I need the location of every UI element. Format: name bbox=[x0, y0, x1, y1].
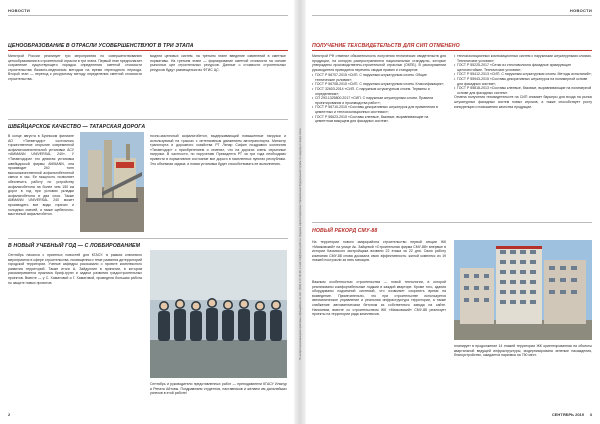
page-number-left: 2 bbox=[8, 412, 11, 417]
standards-list bbox=[454, 54, 592, 95]
list-item: • теплоизоляционных композиционных систем с наружными штукатурными слоями. Технические условия»; bbox=[454, 54, 592, 63]
page-number-right: 3 bbox=[589, 412, 592, 417]
list-item: • ГОСТ Р 55225-2017 «Сетки из стекловолокна фасадные армирующие щелочестойкие. Технические условия»; bbox=[454, 63, 592, 72]
accent-rule bbox=[8, 50, 288, 51]
article-separator bbox=[8, 119, 288, 120]
article-paragraph: планирует в продолжение 14 этажей территории ЖК ориентированная на объекты квартальной ведущей инфраструктуры, модернизирована зеленые насаждения, благоустройство, ожидается парковка на 750 мест. bbox=[454, 344, 592, 358]
header-rule-left bbox=[8, 15, 288, 16]
article-title-record: НОВЫЙ РЕКОРД СМУ-88 bbox=[312, 228, 378, 234]
article-paragraph: ночно-мастичный асфальтобетон, выдерживающий повышенные нагрузки и используемый на трассах с интенсивным движением автотранспорта. Министр транспорта и дорожного хозяйства РТ Ленар Сафин поздравил коллектив «Татавтодор» с приобретением и отметил, что на дорогах очень серьезные нагрузки. В частности, по поручению Президента РТ за три года необходимо привести в нормативное состояние все дороги в населенных пунктах республики. Это объемная задача, и новая установка будет способствовать ее выполнению. bbox=[150, 134, 286, 166]
issue-date: СЕНТЯБРЬ 2019 bbox=[551, 412, 584, 417]
article-separator bbox=[8, 238, 288, 239]
article-body-col1 bbox=[312, 54, 446, 230]
article-paragraph: Сентябрь и руководители представленных работ — преподаватели КГАСУ Ильнур и Рената Айтовы. Поздравляем студентов, наставников и желаем им дальнейших успехов в этой работе! bbox=[150, 382, 287, 396]
building-illustration bbox=[454, 240, 592, 340]
gutter-imprint: По вопросам размещения рекламы обращайтесь по тел.: (843) 2-37-99-28, e-mail: rek@tatstroyinfo.ru. Издание зарегистрировано Управлением Федеральной службы по надзору в сфере связи bbox=[299, 128, 302, 360]
article-paragraph: Важным особенностью строительства — новой технологии, в которой реализованы комфортабельные лоджии в каждой квартире. Кроме того, здания оборудованы подъемной системой, что позволяет сократить время на возведение. Примечательно, что при строительстве используется автоматическое управление и реальная инфраструктура территории, а также снабжение автоматическим бетоном из собственного завода на сайте. Напомним, вместе со строительством ЖК «Маяковский» СМУ-88 реализует проекты на территории ряда комплексов. bbox=[312, 280, 446, 317]
group-photo bbox=[150, 250, 287, 378]
list-item: • ГОСТ Р 56710-2015 «Составы декоративных штукатурок для применения в цементных и теплоизоляционных системах»; bbox=[312, 105, 446, 114]
spacer bbox=[312, 272, 446, 278]
header-rule-right bbox=[312, 15, 592, 16]
list-item: • ГОСТ Р 56707-2015 «СИП. С наружным штукатурным слоем. Общие технические условия»; bbox=[312, 73, 446, 82]
article-title-pricing: ЦЕНООБРАЗОВАНИЕ В ОТРАСЛИ УСОВЕРШЕНСТВУЮТ В ТРИ ЭТАПА bbox=[8, 43, 194, 49]
list-item: • ГОСТ Р 55818-2013 «Составы клеевые, базовые, выравнивающие на полимерной основе для фасадных систем». bbox=[454, 86, 592, 95]
asphalt-plant-illustration bbox=[80, 132, 144, 232]
article-paragraph: Минстрой России реализует три мероприятия по совершенствованию ценообразования в строительной отрасли в три этапа. Первый этап предполагает сохранение существующего порядка определения сметной стоимости строительства базисно-индексным методом на время переходного периода. Второй этап — переход к ресурсному методу определения сметной стоимости строительства. bbox=[8, 54, 142, 81]
article-separator bbox=[312, 222, 592, 223]
article-paragraph: модели ценовых систем, на третьем этапе введение изменений в сметные нормативы. На третьем этапе — формирование сметной стоимости на основе рыночных цен строительных ресурсов. Данные о стоимости строительных ресурсов будут размещаться во ФГИС ЦС. bbox=[150, 54, 286, 72]
left-page bbox=[0, 0, 294, 424]
section-label-right: НОВОСТИ bbox=[569, 8, 592, 13]
article-body-col1 bbox=[8, 253, 142, 411]
article-body-col2 bbox=[150, 134, 286, 234]
list-item: • ГОСТ Р 56623-2015 «Составы клеевые, базовые, выравнивающие на цементном вяжущем для фасадных систем». bbox=[312, 115, 446, 124]
article-body-col1 bbox=[8, 134, 74, 236]
group-photo-illustration bbox=[150, 250, 287, 378]
list-item: • ГОСТ Р 55943-2015 «Составы декоративных штукатурок на полимерной основе для фасадных систем»; bbox=[454, 77, 592, 86]
section-label-left: НОВОСТИ bbox=[8, 8, 31, 13]
article-body-col2 bbox=[150, 54, 286, 114]
article-paragraph: Сентябрь начался с приятных новостей для КГАСУ: в рамках ключевого мероприятия в сфере строительства, посвященного теме развития дитерриторий городской территории. Ученые кафедры рассказали о проекте комплексного развития территорий. Также итоги А. Зайдуллин в принятии, в котором рассматривается практика бриф-групп и задачи развития градостроительных проектов. Вместе — у С. Хаматовой и Г. Хаматовой, проведена большая работа по защите новых проектов. bbox=[8, 253, 142, 285]
asphalt-plant-photo bbox=[80, 132, 144, 232]
article-body-col1 bbox=[312, 240, 446, 270]
article-body-col3 bbox=[454, 344, 592, 404]
list-item: • ГОСТ Р 55412-2013 «СИП. С наружным штукатурным слоем. Методы испытаний»; bbox=[454, 72, 592, 77]
standards-list bbox=[312, 73, 446, 124]
right-page bbox=[306, 0, 600, 424]
list-item: • СП 293.1325800.2017 «СИП. С наружным штукатурным слоем. Правила проектирования и производства работ»; bbox=[312, 96, 446, 105]
article-paragraph: На территории нового микрорайона строительство первой секции ЖК «Маяковский» на улице Ак. Зайцевой «Строительная фирма СМУ-88» впервые в истории Казанского застройщика возвели 22 этажа за 22 дня. Свою работу компания СМУ-88 снова доказала свою эффективность: жилой комплекс из 19 этажей построили за пять месяцев. bbox=[312, 240, 446, 263]
article-paragraph: В конце августа в Буинском филиале АО «Татавтодор» состоялось торжественное открытие современной асфальтосмесительной установки АСУ «AMMANN UNIVERSAL 240». У «Татавтодора» это девятая установка швейцарской фирмы AMMANN, она производит 240 тонн высококачественной асфальтобетонной смеси в час. Ее мощность позволяет обеспечить работу по устройству асфальтобетона на более чем 150 км дорог в год при условии укладки асфальтобетона в два слоя. Также AMMANN UNIVERSAL 240 может производить все виды горячих и холодных смесей, а также щебеночно-мастичный асфальтобетон. bbox=[8, 134, 74, 217]
residential-building-photo bbox=[454, 240, 592, 340]
list-item: • ГОСТ Р 56708-2015 «СИП. С наружным штукатурным слоем. Классификация»; bbox=[312, 82, 446, 87]
list-item: • ГОСТ 32603-2014 «СИП. С наружным штукатурным слоем. Термины и определения»; bbox=[312, 87, 446, 96]
article-intro: Минстрой РФ отменил обязательность получения технических свидетельств для продукции, на которую распространяются национальные стандарты, которые утверждены производственно-строительной отраслью (ОКПБ). В распоряжении руководителя приводится перечень сводов правил и стандартов: bbox=[312, 54, 446, 72]
article-title-asphalt: ШВЕЙЦАРСКОЕ КАЧЕСТВО — ТАТАРСКАЯ ДОРОГА bbox=[8, 124, 146, 130]
accent-rule bbox=[312, 50, 592, 51]
article-title-school-year: В НОВЫЙ УЧЕБНЫЙ ГОД — С ЛОББИРОВАНИЕМ bbox=[8, 243, 141, 249]
article-body-col2 bbox=[150, 382, 287, 410]
article-title-techcert: ПОЛУЧЕНИЕ ТЕХСВИДЕТЕЛЬСТВ ДЛЯ СИП ОТМЕНЕНО bbox=[312, 43, 460, 49]
article-paragraph: Отмена получения техсвидетельств на СИП снимает барьеры для входа на рынок штукатурных фасадных систем новых игроков, а также способствует росту конкуренции и повышению качества продукции. bbox=[454, 95, 592, 109]
article-body-col2 bbox=[454, 54, 592, 224]
article-body-col2 bbox=[312, 280, 446, 408]
article-body-col1 bbox=[8, 54, 142, 116]
